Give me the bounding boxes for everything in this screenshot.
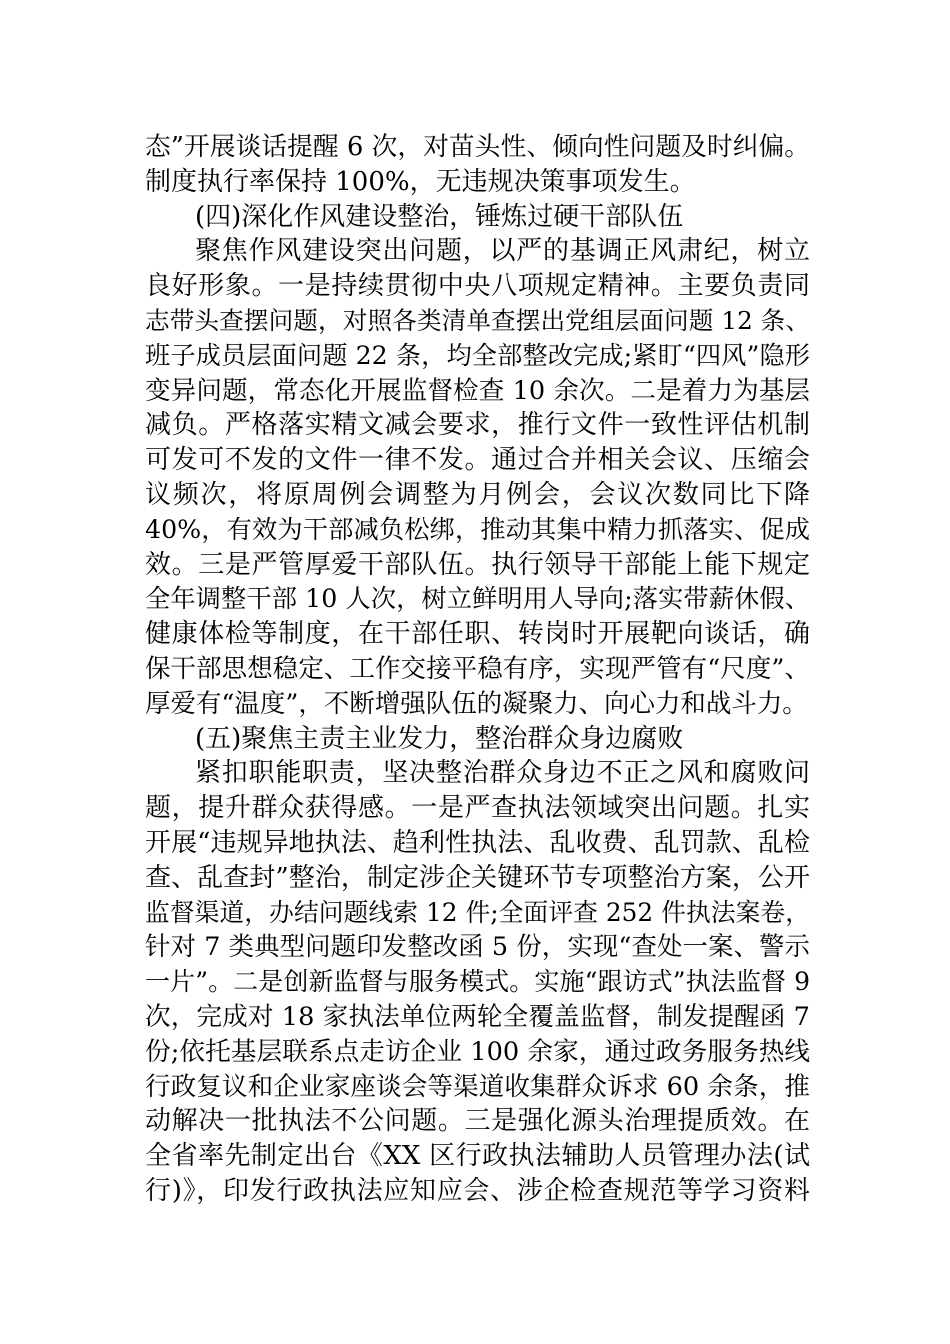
text-line: 针对 7 类典型问题印发整改函 5 份，实现“查处一案、警示 xyxy=(145,932,810,963)
text-line: 份;依托基层联系点走访企业 100 余家，通过政务服务热线 xyxy=(145,1036,810,1067)
text-line: 查、乱查封”整治，制定涉企关键环节专项整治方案，公开 xyxy=(145,862,810,893)
text-line: 开展“违规异地执法、趋利性执法、乱收费、乱罚款、乱检 xyxy=(145,827,810,858)
text-line: 一片”。二是创新监督与服务模式。实施“跟访式”执法监督 9 xyxy=(145,967,810,997)
text-line: 议频次，将原周例会调整为月例会，会议次数同比下降 xyxy=(145,479,810,510)
text-line: 行)》，印发行政执法应知应会、涉企检查规范等学习资料 xyxy=(145,1175,810,1206)
text-line: 题，提升群众获得感。一是严查执法领域突出问题。扎实 xyxy=(145,793,810,824)
text-line: 动解决一批执法不公问题。三是强化源头治理提质效。在 xyxy=(145,1106,810,1137)
section-heading-4: (四)深化作风建设整治，锤炼过硬干部队伍 xyxy=(195,201,684,232)
section-heading-5: (五)聚焦主责主业发力，整治群众身边腐败 xyxy=(195,723,684,754)
text-line: 40%，有效为干部减负松绑，推动其集中精力抓落实、促成 xyxy=(145,514,810,544)
text-line: 态”开展谈话提醒 6 次，对苗头性、倾向性问题及时纠偏。 xyxy=(145,132,810,162)
text-line: 健康体检等制度，在干部任职、转岗时开展靶向谈话，确 xyxy=(145,619,810,650)
text-line: 监督渠道，办结问题线索 12 件;全面评查 252 件执法案卷， xyxy=(145,897,810,927)
text-line: 减负。严格落实精文减会要求，推行文件一致性评估机制 xyxy=(145,410,810,441)
text-line: 志带头查摆问题，对照各类清单查摆出党组层面问题 12 条、 xyxy=(145,305,810,335)
text-line: 保干部思想稳定、工作交接平稳有序，实现严管有“尺度”、 xyxy=(145,653,810,684)
text-line: 班子成员层面问题 22 条，均全部整改完成;紧盯“四风”隐形 xyxy=(145,340,810,370)
text-line: 全年调整干部 10 人次，树立鲜明用人导向;落实带薪休假、 xyxy=(145,584,810,614)
document-body xyxy=(145,130,810,1209)
text-line: 全省率先制定出台《XX 区行政执法辅助人员管理办法(试 xyxy=(145,1141,810,1172)
paragraph-first-line: 紧扣职能职责，坚决整治群众身边不正之风和腐败问 xyxy=(195,758,810,789)
text-line: 制度执行率保持 100%，无违规决策事项发生。 xyxy=(145,166,696,197)
text-line: 次，完成对 18 家执法单位两轮全覆盖监督，制发提醒函 7 xyxy=(145,1001,810,1032)
text-line: 厚爱有“温度”，不断增强队伍的凝聚力、向心力和战斗力。 xyxy=(145,688,808,719)
text-line: 可发可不发的文件一律不发。通过合并相关会议、压缩会 xyxy=(145,445,810,476)
text-line: 行政复议和企业家座谈会等渠道收集群众诉求 60 余条，推 xyxy=(145,1071,810,1102)
text-line: 良好形象。一是持续贯彻中央八项规定精神。主要负责同 xyxy=(145,271,810,302)
paragraph-first-line: 聚焦作风建设突出问题，以严的基调正风肃纪，树立 xyxy=(195,236,810,267)
text-line: 效。三是严管厚爱干部队伍。执行领导干部能上能下规定 xyxy=(145,549,810,580)
text-line: 变异问题，常态化开展监督检查 10 余次。二是着力为基层 xyxy=(145,375,810,406)
